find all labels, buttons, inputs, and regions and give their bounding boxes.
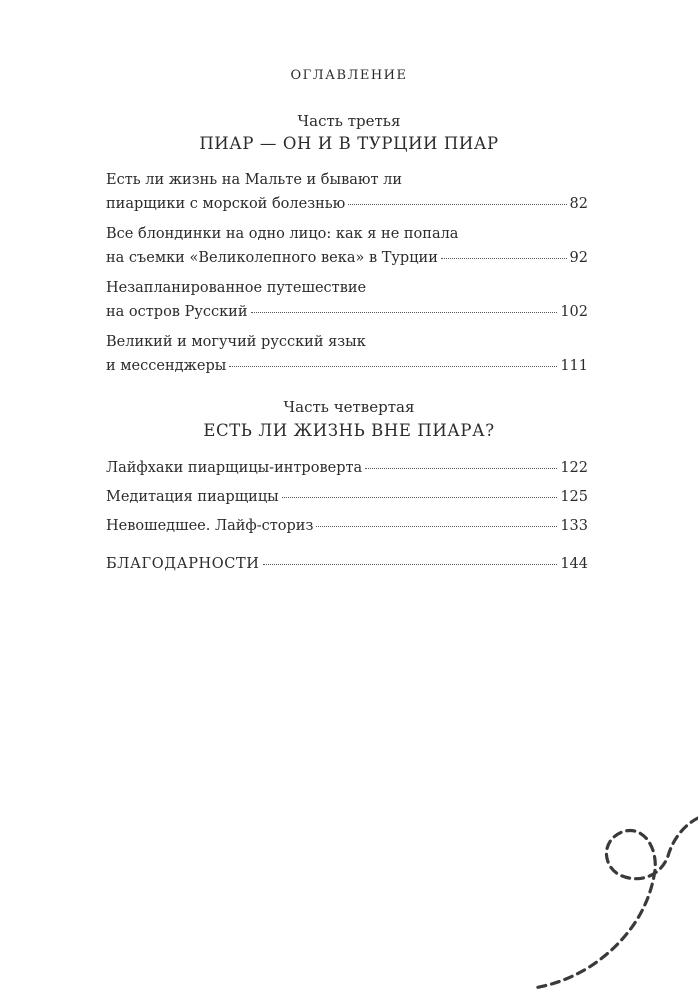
toc-entry-page: 125: [560, 489, 588, 505]
toc-entry-last-line: [106, 514, 588, 538]
toc-entry-page: 102: [560, 304, 588, 320]
toc-entry-line2: Медитация пиарщицы: [106, 489, 279, 505]
dot-leader: [348, 204, 566, 205]
dot-leader: [441, 258, 567, 259]
dot-leader: [282, 497, 558, 498]
toc-entry-page: 111: [560, 358, 588, 374]
toc-entry[interactable]: [106, 168, 588, 216]
toc-entry[interactable]: [106, 222, 588, 270]
toc-entry-acknowledgements[interactable]: [106, 552, 588, 576]
toc-entry-last-line: [106, 192, 588, 216]
toc-entry-line1: Великий и могучий русский язык: [106, 334, 366, 350]
toc-entry-page: 122: [560, 460, 588, 476]
dot-leader: [365, 468, 557, 469]
dot-leader: [229, 366, 557, 367]
toc-entry-line2: на остров Русский: [106, 304, 248, 320]
part-4-title: ЕСТЬ ЛИ ЖИЗНЬ ВНЕ ПИАРА?: [203, 421, 495, 440]
acknowledgements-title: БЛАГОДАРНОСТИ: [106, 556, 260, 572]
toc-entry-page: 82: [569, 196, 588, 212]
toc-entry-last-line: [106, 485, 588, 509]
toc-entry[interactable]: [106, 330, 588, 378]
toc-entry-line2: пиарщики с морской болезнью: [106, 196, 346, 212]
toc-entry-last-line: [106, 246, 588, 270]
toc-entry-line2: Невошедшее. Лайф-сториз: [106, 518, 314, 534]
toc-entry-line1: Все блондинки на одно лицо: как я не попала: [106, 226, 459, 242]
toc-entry-line1: Есть ли жизнь на Мальте и бывают ли: [106, 172, 403, 188]
toc-entry-page: 144: [560, 556, 588, 572]
toc-entry-last-line: [106, 456, 588, 480]
toc-entry[interactable]: [106, 276, 588, 324]
toc-entry-line2: Лайфхаки пиарщицы-интроверта: [106, 460, 363, 476]
dot-leader: [251, 312, 558, 313]
dashed-loop-doodle-icon: [498, 790, 698, 1000]
toc-entry-line2: и мессенджеры: [106, 358, 227, 374]
page-header: ОГЛАВЛЕНИЕ: [290, 68, 408, 83]
toc-entry-last-line: [106, 552, 588, 576]
toc-entry[interactable]: [106, 485, 588, 509]
toc-entry[interactable]: [106, 514, 588, 538]
part-4-label: Часть четвертая: [283, 398, 415, 416]
part-3-title: ПИАР — ОН И В ТУРЦИИ ПИАР: [199, 134, 499, 153]
toc-entry-page: 133: [560, 518, 588, 534]
part-3-label: Часть третья: [297, 112, 401, 130]
toc-entry-line2: на съемки «Великолепного века» в Турции: [106, 250, 438, 266]
toc-entry-last-line: [106, 300, 588, 324]
dot-leader: [263, 564, 558, 565]
toc-entry-last-line: [106, 354, 588, 378]
toc-entry[interactable]: [106, 456, 588, 480]
toc-entry-line1: Незапланированное путешествие: [106, 280, 367, 296]
toc-entry-page: 92: [569, 250, 588, 266]
dot-leader: [316, 526, 557, 527]
